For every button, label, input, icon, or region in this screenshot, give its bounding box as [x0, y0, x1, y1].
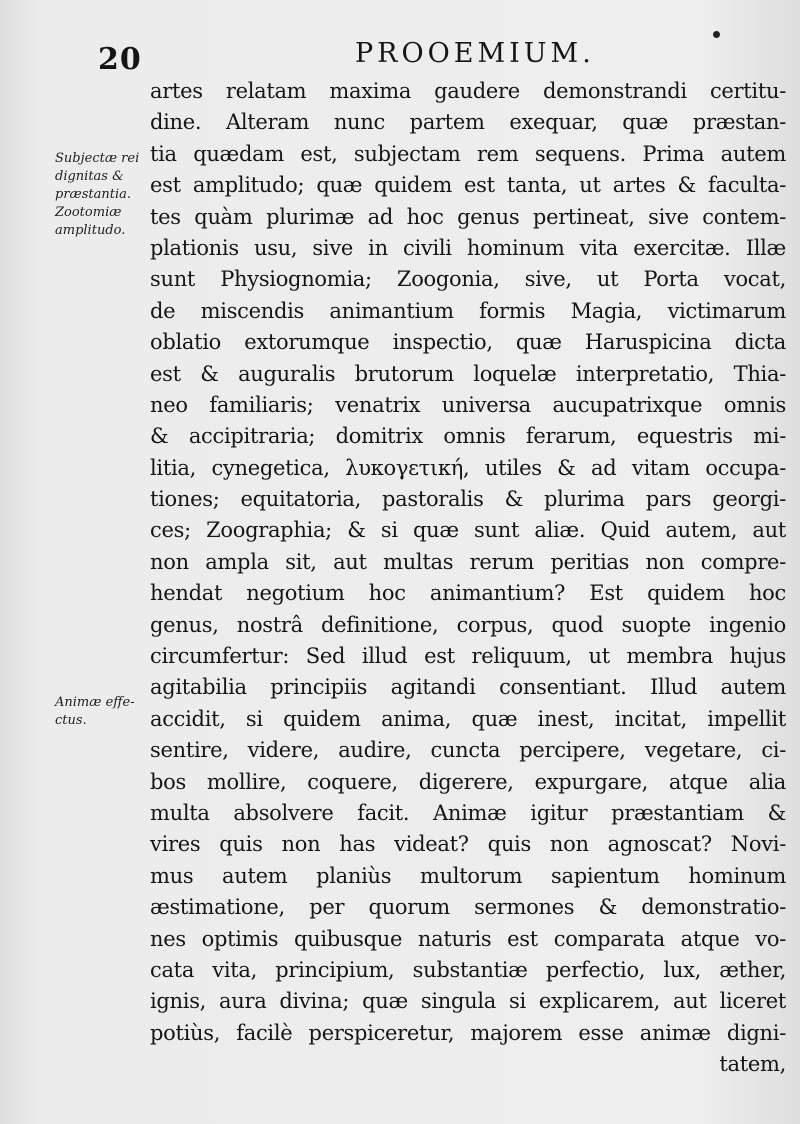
- page-number: 20: [98, 42, 142, 77]
- text-line: circumfertur: Sed illud est reliquum, ut membra hujus: [150, 644, 786, 669]
- text-line: bos mollire, coquere, digerere, expurgare, atque alia: [150, 769, 786, 794]
- text-line: genus, nostrâ definitione, corpus, quod suopte ingenio: [150, 612, 786, 637]
- text-line: de miscendis animantium formis Magia, victimarum: [150, 298, 786, 323]
- text-line: agitabilia principiis agitandi consentiant. Illud autem: [150, 675, 786, 700]
- text-line: tiones; equitatoria, pastoralis & plurima pars georgi-: [150, 487, 786, 512]
- text-line: tes quàm plurimæ ad hoc genus pertineat, sive contem-: [150, 204, 786, 229]
- text-line: oblatio extorumque inspectio, quæ Haruspicina dicta: [150, 330, 786, 355]
- text-line: hendat negotium hoc animantium? Est quidem hoc: [150, 581, 786, 606]
- marginal-note-line: ctus.: [55, 713, 87, 728]
- running-head: PROOEMIUM.: [355, 38, 595, 69]
- text-line: dine. Alteram nunc partem exequar, quæ præstan-: [150, 110, 786, 135]
- text-line: multa absolvere facit. Animæ igitur præstantiam &: [150, 800, 786, 825]
- text-line: accidit, si quidem anima, quæ inest, incitat, impellit: [150, 706, 786, 731]
- text-line: ignis, aura divina; quæ singula si explicarem, aut liceret: [150, 989, 786, 1014]
- marginal-note-line: Animæ effe-: [55, 695, 135, 710]
- text-line: artes relatam maxima gaudere demonstrandi certitu-: [150, 79, 786, 103]
- text-line: neo familiaris; venatrix universa aucupatrixque omnis: [150, 392, 786, 417]
- marginal-note-line: præstantia.: [55, 187, 132, 202]
- marginal-note: [55, 150, 139, 240]
- marginal-note-line: dignitas &: [55, 169, 124, 184]
- text-line: est amplitudo; quæ quidem est tanta, ut artes & faculta-: [150, 173, 786, 198]
- text-line: sunt Physiognomia; Zoogonia, sive, ut Porta vocat,: [150, 267, 786, 292]
- text-line: litia, cynegetica, λυκογετική, utiles & ad vitam occupa-: [150, 455, 786, 480]
- text-line: est & auguralis brutorum loquelæ interpretatio, Thia-: [150, 361, 786, 386]
- marginal-note-line: Zootomiæ: [55, 205, 122, 220]
- text-line: æstimatione, per quorum sermones & demonstratio-: [150, 895, 786, 920]
- body-text: [150, 76, 786, 1081]
- marginal-note-line: amplitudo.: [55, 223, 126, 238]
- marginal-note-line: Subjectæ rei: [55, 151, 140, 166]
- text-line: ces; Zoographia; & si quæ sunt aliæ. Quid autem, aut: [150, 518, 786, 543]
- text-line: potiùs, facilè perspiceretur, majorem esse animæ digni-: [150, 1020, 786, 1045]
- text-line: plationis usu, sive in civili hominum vita exercitæ. Illæ: [150, 235, 786, 260]
- text-line: vires quis non has videat? quis non agnoscat? Novi-: [150, 832, 786, 857]
- ink-spot: [713, 31, 720, 38]
- text-line: nes optimis quibusque naturis est comparata atque vo-: [150, 926, 786, 951]
- text-line: tatem,: [719, 1052, 786, 1077]
- text-line: sentire, videre, audire, cuncta percipere, vegetare, ci-: [150, 738, 786, 763]
- text-line: non ampla sit, aut multas rerum peritias non compre-: [150, 549, 786, 574]
- text-line: cata vita, principium, substantiæ perfectio, lux, æther,: [150, 957, 786, 982]
- marginal-note: [55, 694, 135, 730]
- text-line: tia quædam est, subjectam rem sequens. Prima autem: [150, 141, 786, 166]
- text-line: & accipitraria; domitrix omnis ferarum, equestris mi-: [150, 424, 786, 449]
- text-line: mus autem planiùs multorum sapientum hominum: [150, 863, 786, 888]
